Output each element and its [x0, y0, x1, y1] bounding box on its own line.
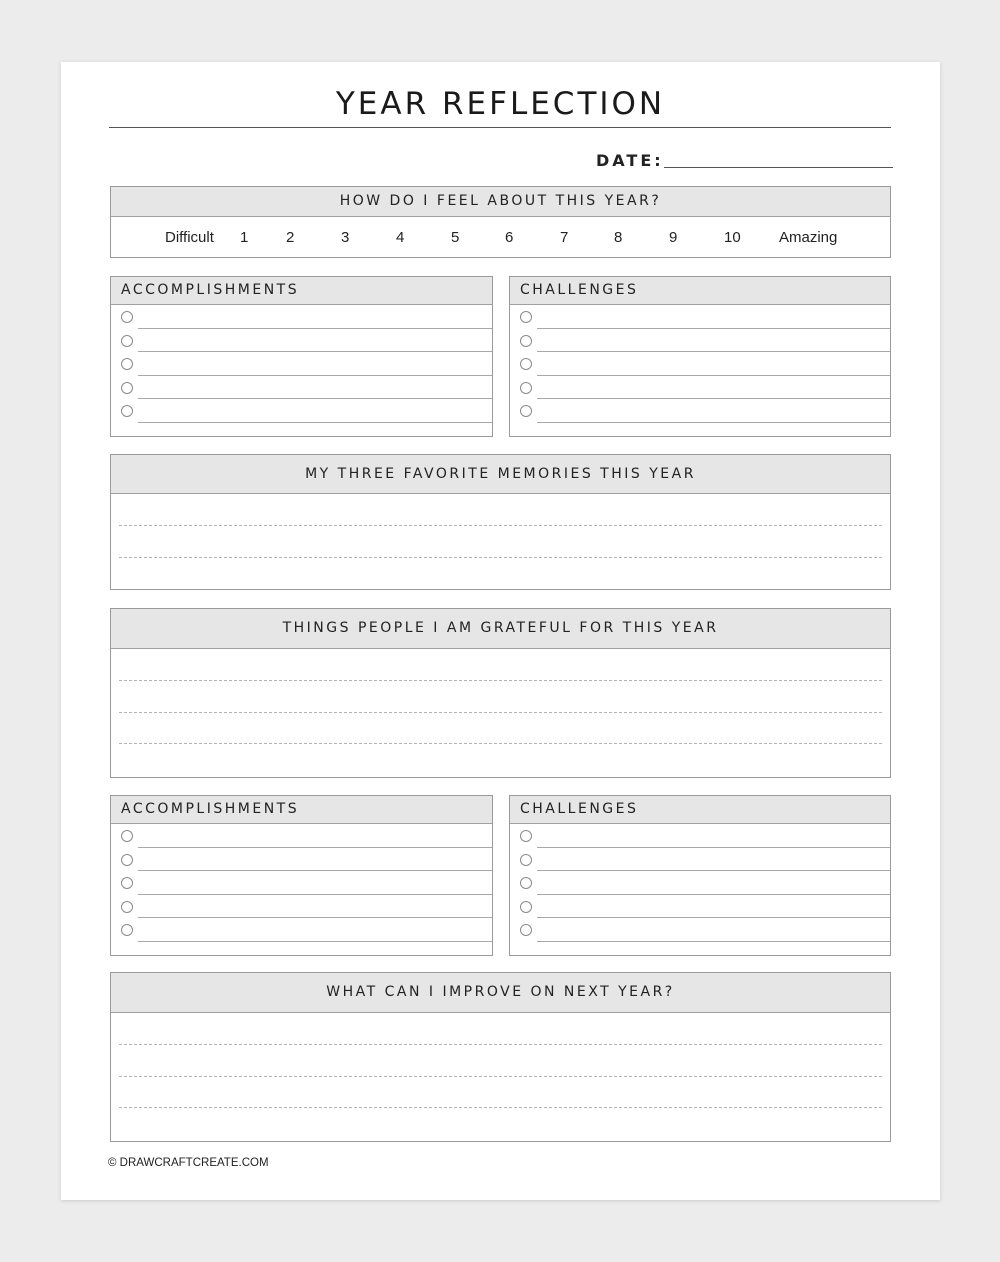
- checkbox-circle-icon[interactable]: [520, 830, 532, 842]
- worksheet-page: [61, 62, 940, 1200]
- write-line[interactable]: [119, 743, 882, 744]
- checklist-item[interactable]: [510, 895, 890, 919]
- write-line[interactable]: [138, 422, 492, 423]
- checklist-item[interactable]: [111, 895, 492, 919]
- feel-scale: [111, 217, 890, 257]
- scale-option-3[interactable]: 3: [341, 229, 350, 246]
- checklist-item[interactable]: [510, 399, 890, 423]
- checkbox-circle-icon[interactable]: [121, 830, 133, 842]
- date-field[interactable]: [664, 167, 893, 168]
- checkbox-circle-icon[interactable]: [520, 382, 532, 394]
- checklist-item[interactable]: [111, 871, 492, 895]
- checklist-item[interactable]: [111, 824, 492, 848]
- write-line[interactable]: [119, 1044, 882, 1045]
- checkbox-circle-icon[interactable]: [121, 358, 133, 370]
- grateful-heading: THINGS PEOPLE I AM GRATEFUL FOR THIS YEAR: [111, 609, 890, 649]
- challenges-section: [509, 276, 891, 437]
- memories-heading: MY THREE FAVORITE MEMORIES THIS YEAR: [111, 455, 890, 494]
- checklist-item[interactable]: [510, 329, 890, 353]
- checklist-item[interactable]: [510, 305, 890, 329]
- scale-option-8[interactable]: 8: [614, 229, 623, 246]
- scale-low-label: Difficult: [165, 229, 214, 246]
- scale-option-2[interactable]: 2: [286, 229, 295, 246]
- challenges-heading: CHALLENGES: [510, 796, 890, 824]
- checkbox-circle-icon[interactable]: [520, 854, 532, 866]
- checkbox-circle-icon[interactable]: [520, 877, 532, 889]
- checklist-item[interactable]: [510, 352, 890, 376]
- scale-option-9[interactable]: 9: [669, 229, 678, 246]
- grateful-section: [110, 608, 891, 778]
- checklist-item[interactable]: [111, 376, 492, 400]
- write-line[interactable]: [119, 557, 882, 558]
- checkbox-circle-icon[interactable]: [520, 901, 532, 913]
- write-line[interactable]: [119, 712, 882, 713]
- challenges-section: [509, 795, 891, 956]
- scale-option-10[interactable]: 10: [724, 229, 741, 246]
- checkbox-circle-icon[interactable]: [520, 924, 532, 936]
- page-title: YEAR REFLECTION: [335, 86, 666, 122]
- checkbox-circle-icon[interactable]: [520, 405, 532, 417]
- date-label: DATE:: [596, 151, 664, 170]
- checkbox-circle-icon[interactable]: [121, 382, 133, 394]
- scale-option-7[interactable]: 7: [560, 229, 569, 246]
- checkbox-circle-icon[interactable]: [121, 877, 133, 889]
- checkbox-circle-icon[interactable]: [121, 854, 133, 866]
- checkbox-circle-icon[interactable]: [121, 901, 133, 913]
- accomplishments-heading: ACCOMPLISHMENTS: [111, 277, 492, 305]
- challenges-heading: CHALLENGES: [510, 277, 890, 305]
- feel-section: [110, 186, 891, 258]
- checklist-item[interactable]: [510, 376, 890, 400]
- title-divider: [109, 127, 891, 128]
- scale-option-6[interactable]: 6: [505, 229, 514, 246]
- accomplishments-section: [110, 276, 493, 437]
- improve-heading: WHAT CAN I IMPROVE ON NEXT YEAR?: [111, 973, 890, 1013]
- checklist-item[interactable]: [111, 329, 492, 353]
- scale-option-5[interactable]: 5: [451, 229, 460, 246]
- feel-heading: HOW DO I FEEL ABOUT THIS YEAR?: [111, 187, 890, 217]
- checklist-item[interactable]: [111, 305, 492, 329]
- checklist-item[interactable]: [510, 918, 890, 942]
- checkbox-circle-icon[interactable]: [121, 311, 133, 323]
- checklist-item[interactable]: [510, 871, 890, 895]
- write-line[interactable]: [138, 941, 492, 942]
- copyright-text: © DRAWCRAFTCREATE.COM: [108, 1157, 269, 1169]
- checkbox-circle-icon[interactable]: [520, 335, 532, 347]
- checklist-item[interactable]: [111, 352, 492, 376]
- accomplishments-heading: ACCOMPLISHMENTS: [111, 796, 492, 824]
- write-line[interactable]: [119, 525, 882, 526]
- write-line[interactable]: [119, 680, 882, 681]
- write-line[interactable]: [537, 941, 890, 942]
- checkbox-circle-icon[interactable]: [520, 358, 532, 370]
- scale-option-1[interactable]: 1: [240, 229, 249, 246]
- checklist-item[interactable]: [111, 399, 492, 423]
- write-line[interactable]: [537, 422, 890, 423]
- checkbox-circle-icon[interactable]: [121, 405, 133, 417]
- write-line[interactable]: [119, 1076, 882, 1077]
- checkbox-circle-icon[interactable]: [520, 311, 532, 323]
- improve-section: [110, 972, 891, 1142]
- scale-high-label: Amazing: [779, 229, 838, 246]
- memories-section: [110, 454, 891, 590]
- scale-option-4[interactable]: 4: [396, 229, 405, 246]
- checkbox-circle-icon[interactable]: [121, 335, 133, 347]
- checklist-item[interactable]: [111, 848, 492, 872]
- checkbox-circle-icon[interactable]: [121, 924, 133, 936]
- checklist-item[interactable]: [510, 824, 890, 848]
- write-line[interactable]: [119, 1107, 882, 1108]
- checklist-item[interactable]: [510, 848, 890, 872]
- accomplishments-section: [110, 795, 493, 956]
- checklist-item[interactable]: [111, 918, 492, 942]
